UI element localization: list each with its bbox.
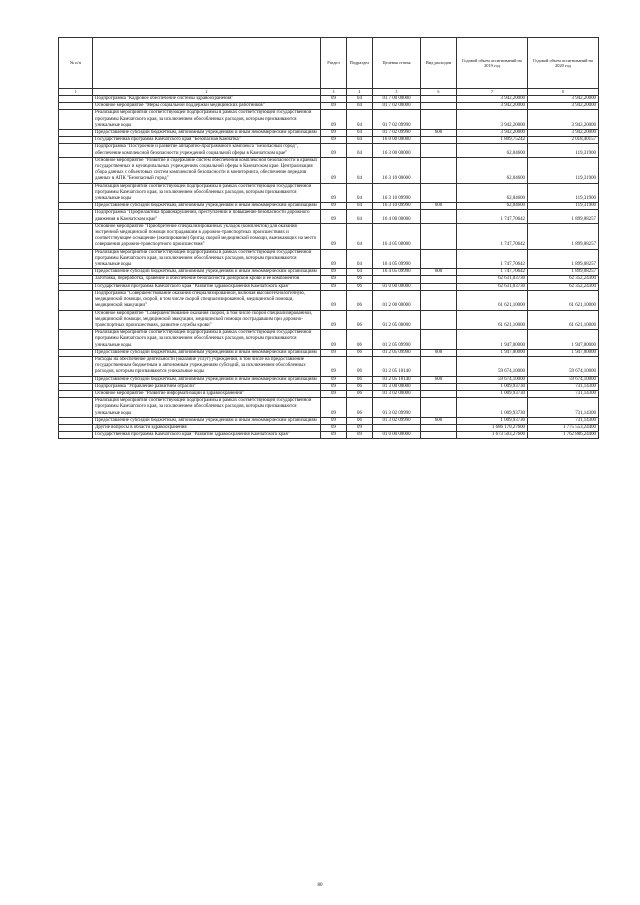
table-row [59,157,599,183]
page-number: 80 [317,883,323,888]
cell-vr [421,137,457,144]
cell-podrazdel: 09 [347,424,373,431]
cell-podrazdel: 04 [347,183,373,203]
cell-podrazdel: 06 [347,376,373,383]
cell-vr [421,390,457,397]
cell-2019: 62,04600 [457,157,528,183]
cell-num [59,144,93,157]
cell-name: Предоставление субсидий бюджетным, автономным учреждениям и иным некоммерческим организациям [93,376,321,383]
cell-2020: 731,14300 [528,398,599,418]
cell-vr [421,424,457,431]
column-index: 5 [373,89,421,96]
table-row [59,383,599,390]
cell-csr: 01 7 02 09990 [373,130,421,137]
cell-name: Государственная программа Камчатского края "Развитие здравоохранения Камчатского края" [93,432,321,439]
cell-csr: 16 3 00 00000 [373,144,421,157]
table-body [59,96,599,439]
cell-2020: 1 775 553,24400 [528,424,599,431]
cell-num [59,249,93,269]
table-row [59,96,599,103]
cell-2020: 119,31900 [528,144,599,157]
cell-razdel: 09 [321,376,347,383]
cell-razdel: 09 [321,283,347,290]
cell-2019: 1 009,93730 [457,417,528,424]
cell-podrazdel: 06 [347,310,373,330]
column-index-row [59,89,599,96]
cell-vr [421,290,457,310]
table-row [59,310,599,330]
cell-vr [421,276,457,283]
cell-razdel: 09 [321,432,347,439]
cell-csr: 16 4 00 00000 [373,210,421,223]
cell-csr: 01 2 05 09990 [373,330,421,350]
cell-2020: 62 352,24300 [528,283,599,290]
cell-csr: 01 0 00 00000 [373,283,421,290]
table-row [59,249,599,269]
cell-2019: 1 009,93730 [457,390,528,397]
cell-name: Подпрограмма "Кадровое обеспечение системы здравоохранения" [93,96,321,103]
cell-2019: 1 747,70642 [457,210,528,223]
cell-name: Расходы на обеспечение деятельности (оказание услуг) учреждений, в том числе на предоставление государственным бюджетным и автономным учреждениям субсидий, за исключением обособленных расходов, которым присваиваются уникальные коды [93,356,321,376]
cell-podrazdel: 04 [347,130,373,137]
cell-name: Предоставление субсидий бюджетным, автономным учреждениям и иным некоммерческим организациям [93,417,321,424]
cell-vr [421,144,457,157]
cell-csr: 01 7 02 09990 [373,110,421,130]
cell-podrazdel: 06 [347,283,373,290]
cell-vr [421,383,457,390]
cell-podrazdel: 09 [347,432,373,439]
budget-table [58,37,599,439]
table-row [59,103,599,110]
header-2020: Годовой объем ассигнований на 2020 год [528,38,599,89]
cell-podrazdel: 04 [347,269,373,276]
cell-razdel: 09 [321,144,347,157]
cell-name: Подпрограмма "Профилактика правонарушений, преступлений и повышение безопасности дорожного движения в Камчатском крае" [93,210,321,223]
cell-csr: 16 3 10 00000 [373,157,421,183]
cell-num [59,137,93,144]
cell-2019: 59 674,10000 [457,376,528,383]
cell-razdel: 09 [321,249,347,269]
cell-csr: 01 0 00 00000 [373,432,421,439]
cell-vr [421,356,457,376]
cell-num [59,269,93,276]
cell-name: Подпрограмма "Построение и развитие аппаратно-программного комплекса "Безопасный город", обеспечение комплексной безопасности учреждений социальной сферы в Камчатском крае" [93,144,321,157]
cell-podrazdel: 06 [347,417,373,424]
cell-2019: 1 947,00000 [457,349,528,356]
cell-2019: 1 686 170,27600 [457,424,528,431]
table-row [59,330,599,350]
cell-2020: 1 947,00000 [528,330,599,350]
cell-2019: 62,04600 [457,203,528,210]
cell-name: Предоставление субсидий бюджетным, автономным учреждениям и иным некоммерческим организациям [93,349,321,356]
cell-vr [421,283,457,290]
cell-2019: 3 942,20000 [457,96,528,103]
cell-2019: 1 809,75242 [457,137,528,144]
cell-razdel: 09 [321,210,347,223]
cell-num [59,383,93,390]
column-index: 8 [528,89,599,96]
cell-2019: 61 621,10000 [457,310,528,330]
cell-num [59,210,93,223]
cell-vr [421,110,457,130]
cell-razdel: 09 [321,276,347,283]
cell-name: Реализация мероприятий соответствующей подпрограммы в рамках соответствующей государственной программы Камчатского края, за исключением обособленных расходов, которым присваиваются уникальные коды [93,398,321,418]
cell-name: Подпрограмма "Управление развитием отрасли" [93,383,321,390]
cell-podrazdel: 04 [347,210,373,223]
cell-name: Предоставление субсидий бюджетным, автономным учреждениям и иным некоммерческим организациям [93,269,321,276]
cell-razdel: 09 [321,96,347,103]
cell-csr: 16 0 00 00000 [373,137,421,144]
cell-2019: 1 747,70642 [457,223,528,249]
cell-podrazdel: 04 [347,223,373,249]
cell-name: Предоставление субсидий бюджетным, автономным учреждениям и иным некоммерческим организациям [93,130,321,137]
cell-csr: 01 2 05 09990 [373,349,421,356]
table-row [59,276,599,283]
table-row [59,417,599,424]
cell-razdel: 09 [321,137,347,144]
cell-2020: 1 899,08257 [528,269,599,276]
cell-razdel: 09 [321,269,347,276]
cell-2020: 119,31900 [528,157,599,183]
cell-name: Основное мероприятие "Совершенствование оказания скорой, в том числе скорой специализированной, медицинской помощи, медицинской эвакуации, медицинской помощи пострадавшим при дорожно-транспортных происшествиях, развитие службы крови" [93,310,321,330]
cell-2019: 59 674,10000 [457,356,528,376]
table-row [59,130,599,137]
cell-name: Другие вопросы в области здравоохранения [93,424,321,431]
cell-num [59,96,93,103]
cell-podrazdel: 06 [347,276,373,283]
cell-vr [421,157,457,183]
cell-2019: 1 747,70642 [457,249,528,269]
table-row [59,183,599,203]
cell-2019: 1 747,70642 [457,269,528,276]
cell-2020: 3 942,20000 [528,110,599,130]
column-index: 1 [59,89,93,96]
budget-sheet [58,37,598,439]
cell-podrazdel: 06 [347,383,373,390]
cell-razdel: 09 [321,424,347,431]
cell-podrazdel: 06 [347,290,373,310]
cell-podrazdel: 04 [347,103,373,110]
cell-num [59,276,93,283]
table-row [59,390,599,397]
cell-2020: 1 899,08257 [528,223,599,249]
header-razdel: Раздел [321,38,347,89]
cell-2019: 62 631,03730 [457,276,528,283]
cell-vr [421,249,457,269]
cell-num [59,103,93,110]
cell-2020: 731,14300 [528,383,599,390]
cell-vr [421,223,457,249]
cell-razdel: 09 [321,290,347,310]
cell-csr: 16 4 05 09990 [373,249,421,269]
cell-podrazdel: 06 [347,349,373,356]
cell-name: Государственная программа Камчатского края "Развитие здравоохранения Камчатского края" [93,283,321,290]
table-row [59,432,599,439]
cell-num [59,349,93,356]
cell-2020: 731,14300 [528,390,599,397]
cell-num [59,310,93,330]
cell-podrazdel: 06 [347,390,373,397]
column-index: 6 [421,89,457,96]
table-row [59,203,599,210]
table-row [59,376,599,383]
cell-2019: 3 942,20000 [457,130,528,137]
cell-vr [421,183,457,203]
cell-2020: 61 621,10000 [528,310,599,330]
cell-csr: 01 7 02 00000 [373,103,421,110]
cell-2020: 59 674,10000 [528,376,599,383]
cell-csr: 01 2 05 00000 [373,310,421,330]
cell-razdel: 09 [321,310,347,330]
cell-num [59,110,93,130]
cell-csr: 01 3 02 00000 [373,390,421,397]
table-row [59,144,599,157]
cell-num [59,203,93,210]
cell-razdel: 09 [321,390,347,397]
cell-name: Государственная программа Камчатского края "Безопасная Камчатка" [93,137,321,144]
cell-2020: 2 018,40157 [528,137,599,144]
cell-vr: 600 [421,203,457,210]
table-row [59,349,599,356]
cell-2019: 3 942,20000 [457,103,528,110]
cell-name: Основное мероприятие "Приобретение специализированных укладок (комплектов) для оказания экстренной медицинской помощи пострадавшим в дорожно-транспортных происшествиях и соответствующее оснащение (экипирование) бригад скорой медицинской помощи, выезжающих на место совершения дорожно-транспортного происшествия" [93,223,321,249]
table-header-row [59,38,599,89]
cell-name: Подпрограмма "Совершенствование оказания специализированной, включая высокотехнологичную, медицинской помощи, скорой, в том числе скорой специализированной, медицинской помощи, медицинской эвакуации" [93,290,321,310]
cell-2020: 3 942,20000 [528,96,599,103]
column-index: 7 [457,89,528,96]
cell-2020: 1 947,00000 [528,349,599,356]
cell-razdel: 09 [321,330,347,350]
cell-name: Реализация мероприятий соответствующей подпрограммы в рамках соответствующей государственной программы Камчатского края, за исключением обособленных расходов, которым присваиваются уникальные коды [93,249,321,269]
cell-razdel: 09 [321,417,347,424]
cell-num [59,398,93,418]
table-row [59,210,599,223]
cell-razdel: 09 [321,383,347,390]
cell-2020: 61 621,10000 [528,290,599,310]
cell-vr [421,210,457,223]
cell-2019: 62,04600 [457,183,528,203]
cell-podrazdel: 06 [347,330,373,350]
table-row [59,398,599,418]
cell-vr [421,310,457,330]
column-index: 4 [347,89,373,96]
table-row [59,110,599,130]
cell-num [59,390,93,397]
header-podrazdel: Подраздел [347,38,373,89]
cell-num [59,424,93,431]
cell-podrazdel: 04 [347,249,373,269]
cell-csr [373,276,421,283]
cell-csr: 01 7 00 00000 [373,96,421,103]
table-row [59,223,599,249]
cell-csr [373,424,421,431]
cell-csr: 01 3 02 09990 [373,398,421,418]
header-num: № п/п [59,38,93,89]
cell-razdel: 09 [321,183,347,203]
cell-razdel: 09 [321,157,347,183]
cell-num [59,290,93,310]
cell-csr: 16 4 05 00000 [373,223,421,249]
cell-name: Заготовка, переработка, хранение и обеспечение безопасности донорской крови и ее компонентов [93,276,321,283]
cell-num [59,223,93,249]
cell-name: Основное мероприятие "Развитие и содержание систем обеспечения комплексной безопасности в краевых государственных и муниципальных учреждениях социальной сферы в Камчатском крае. Централизация сбора данных с объектовых систем комплексной безопасности и мониторинга, обеспечение передачи данных в АПК "Безопасный город" [93,157,321,183]
column-index: 2 [93,89,321,96]
cell-razdel: 09 [321,398,347,418]
cell-2019: 62 631,03730 [457,283,528,290]
cell-num [59,157,93,183]
cell-razdel: 09 [321,103,347,110]
cell-2020: 3 942,20000 [528,130,599,137]
cell-podrazdel: 04 [347,96,373,103]
cell-razdel: 09 [321,110,347,130]
cell-razdel: 09 [321,223,347,249]
cell-num [59,356,93,376]
cell-csr: 01 2 05 10140 [373,356,421,376]
cell-vr [421,103,457,110]
cell-2019: 1 009,93730 [457,398,528,418]
cell-name: Реализация мероприятий соответствующей подпрограммы в рамках соответствующей государственной программы Камчатского края, за исключением обособленных расходов, которым присваиваются уникальные коды [93,183,321,203]
cell-2020: 1 762 886,24400 [528,432,599,439]
cell-2020: 3 942,20000 [528,103,599,110]
cell-podrazdel: 06 [347,398,373,418]
cell-podrazdel: 04 [347,157,373,183]
cell-2020: 119,31900 [528,183,599,203]
cell-num [59,283,93,290]
cell-csr: 01 3 00 00000 [373,383,421,390]
cell-num [59,376,93,383]
cell-vr [421,432,457,439]
table-row [59,269,599,276]
header-csr: Целевая статья [373,38,421,89]
cell-2020: 1 899,08257 [528,210,599,223]
cell-podrazdel: 04 [347,144,373,157]
cell-razdel: 09 [321,349,347,356]
cell-csr: 01 2 05 10140 [373,376,421,383]
cell-podrazdel: 04 [347,110,373,130]
cell-vr: 600 [421,417,457,424]
cell-num [59,432,93,439]
cell-podrazdel: 06 [347,356,373,376]
cell-csr: 16 3 10 09990 [373,183,421,203]
cell-name: Реализация мероприятий соответствующей подпрограммы в рамках соответствующей государственной программы Камчатского края, за исключением обособленных расходов, которым присваиваются уникальные коды [93,110,321,130]
cell-podrazdel: 04 [347,203,373,210]
table-row [59,290,599,310]
cell-csr: 01 2 00 00000 [373,290,421,310]
cell-name: Предоставление субсидий бюджетным, автономным учреждениям и иным некоммерческим организациям [93,203,321,210]
cell-name: Реализация мероприятий соответствующей подпрограммы в рамках соответствующей государственной программы Камчатского края, за исключением обособленных расходов, которым присваиваются уникальные коды [93,330,321,350]
header-name [93,38,321,89]
cell-razdel: 09 [321,203,347,210]
table-row [59,137,599,144]
cell-name: Основное мероприятие "Меры социальной поддержки медицинских работников" [93,103,321,110]
cell-vr [421,398,457,418]
header-vr: Вид расходов [421,38,457,89]
cell-num [59,417,93,424]
cell-2020: 119,31900 [528,203,599,210]
cell-vr: 600 [421,349,457,356]
column-index: 3 [321,89,347,96]
cell-vr: 600 [421,269,457,276]
cell-num [59,183,93,203]
cell-num [59,130,93,137]
cell-csr: 16 4 05 09990 [373,269,421,276]
cell-2020: 59 674,10000 [528,356,599,376]
cell-csr: 01 3 02 09990 [373,417,421,424]
cell-razdel: 09 [321,130,347,137]
table-row [59,283,599,290]
header-2019: Годовой объем ассигнований на 2019 год [457,38,528,89]
cell-name: Основное мероприятие "Развитие информатизации в здравоохранении" [93,390,321,397]
table-row [59,356,599,376]
cell-razdel: 09 [321,356,347,376]
cell-podrazdel: 04 [347,137,373,144]
cell-2019: 1 947,00000 [457,330,528,350]
cell-csr: 16 3 10 09990 [373,203,421,210]
cell-2020: 62 352,24300 [528,276,599,283]
table-row [59,424,599,431]
cell-2019: 61 621,10000 [457,290,528,310]
cell-num [59,330,93,350]
cell-2019: 62,04600 [457,144,528,157]
cell-vr: 600 [421,376,457,383]
cell-2019: 1 009,93730 [457,383,528,390]
cell-2020: 1 899,08257 [528,249,599,269]
cell-2019: 3 942,20000 [457,110,528,130]
cell-2019: 1 673 503,27600 [457,432,528,439]
cell-vr: 600 [421,130,457,137]
cell-vr [421,330,457,350]
cell-2020: 731,14300 [528,417,599,424]
cell-vr [421,96,457,103]
